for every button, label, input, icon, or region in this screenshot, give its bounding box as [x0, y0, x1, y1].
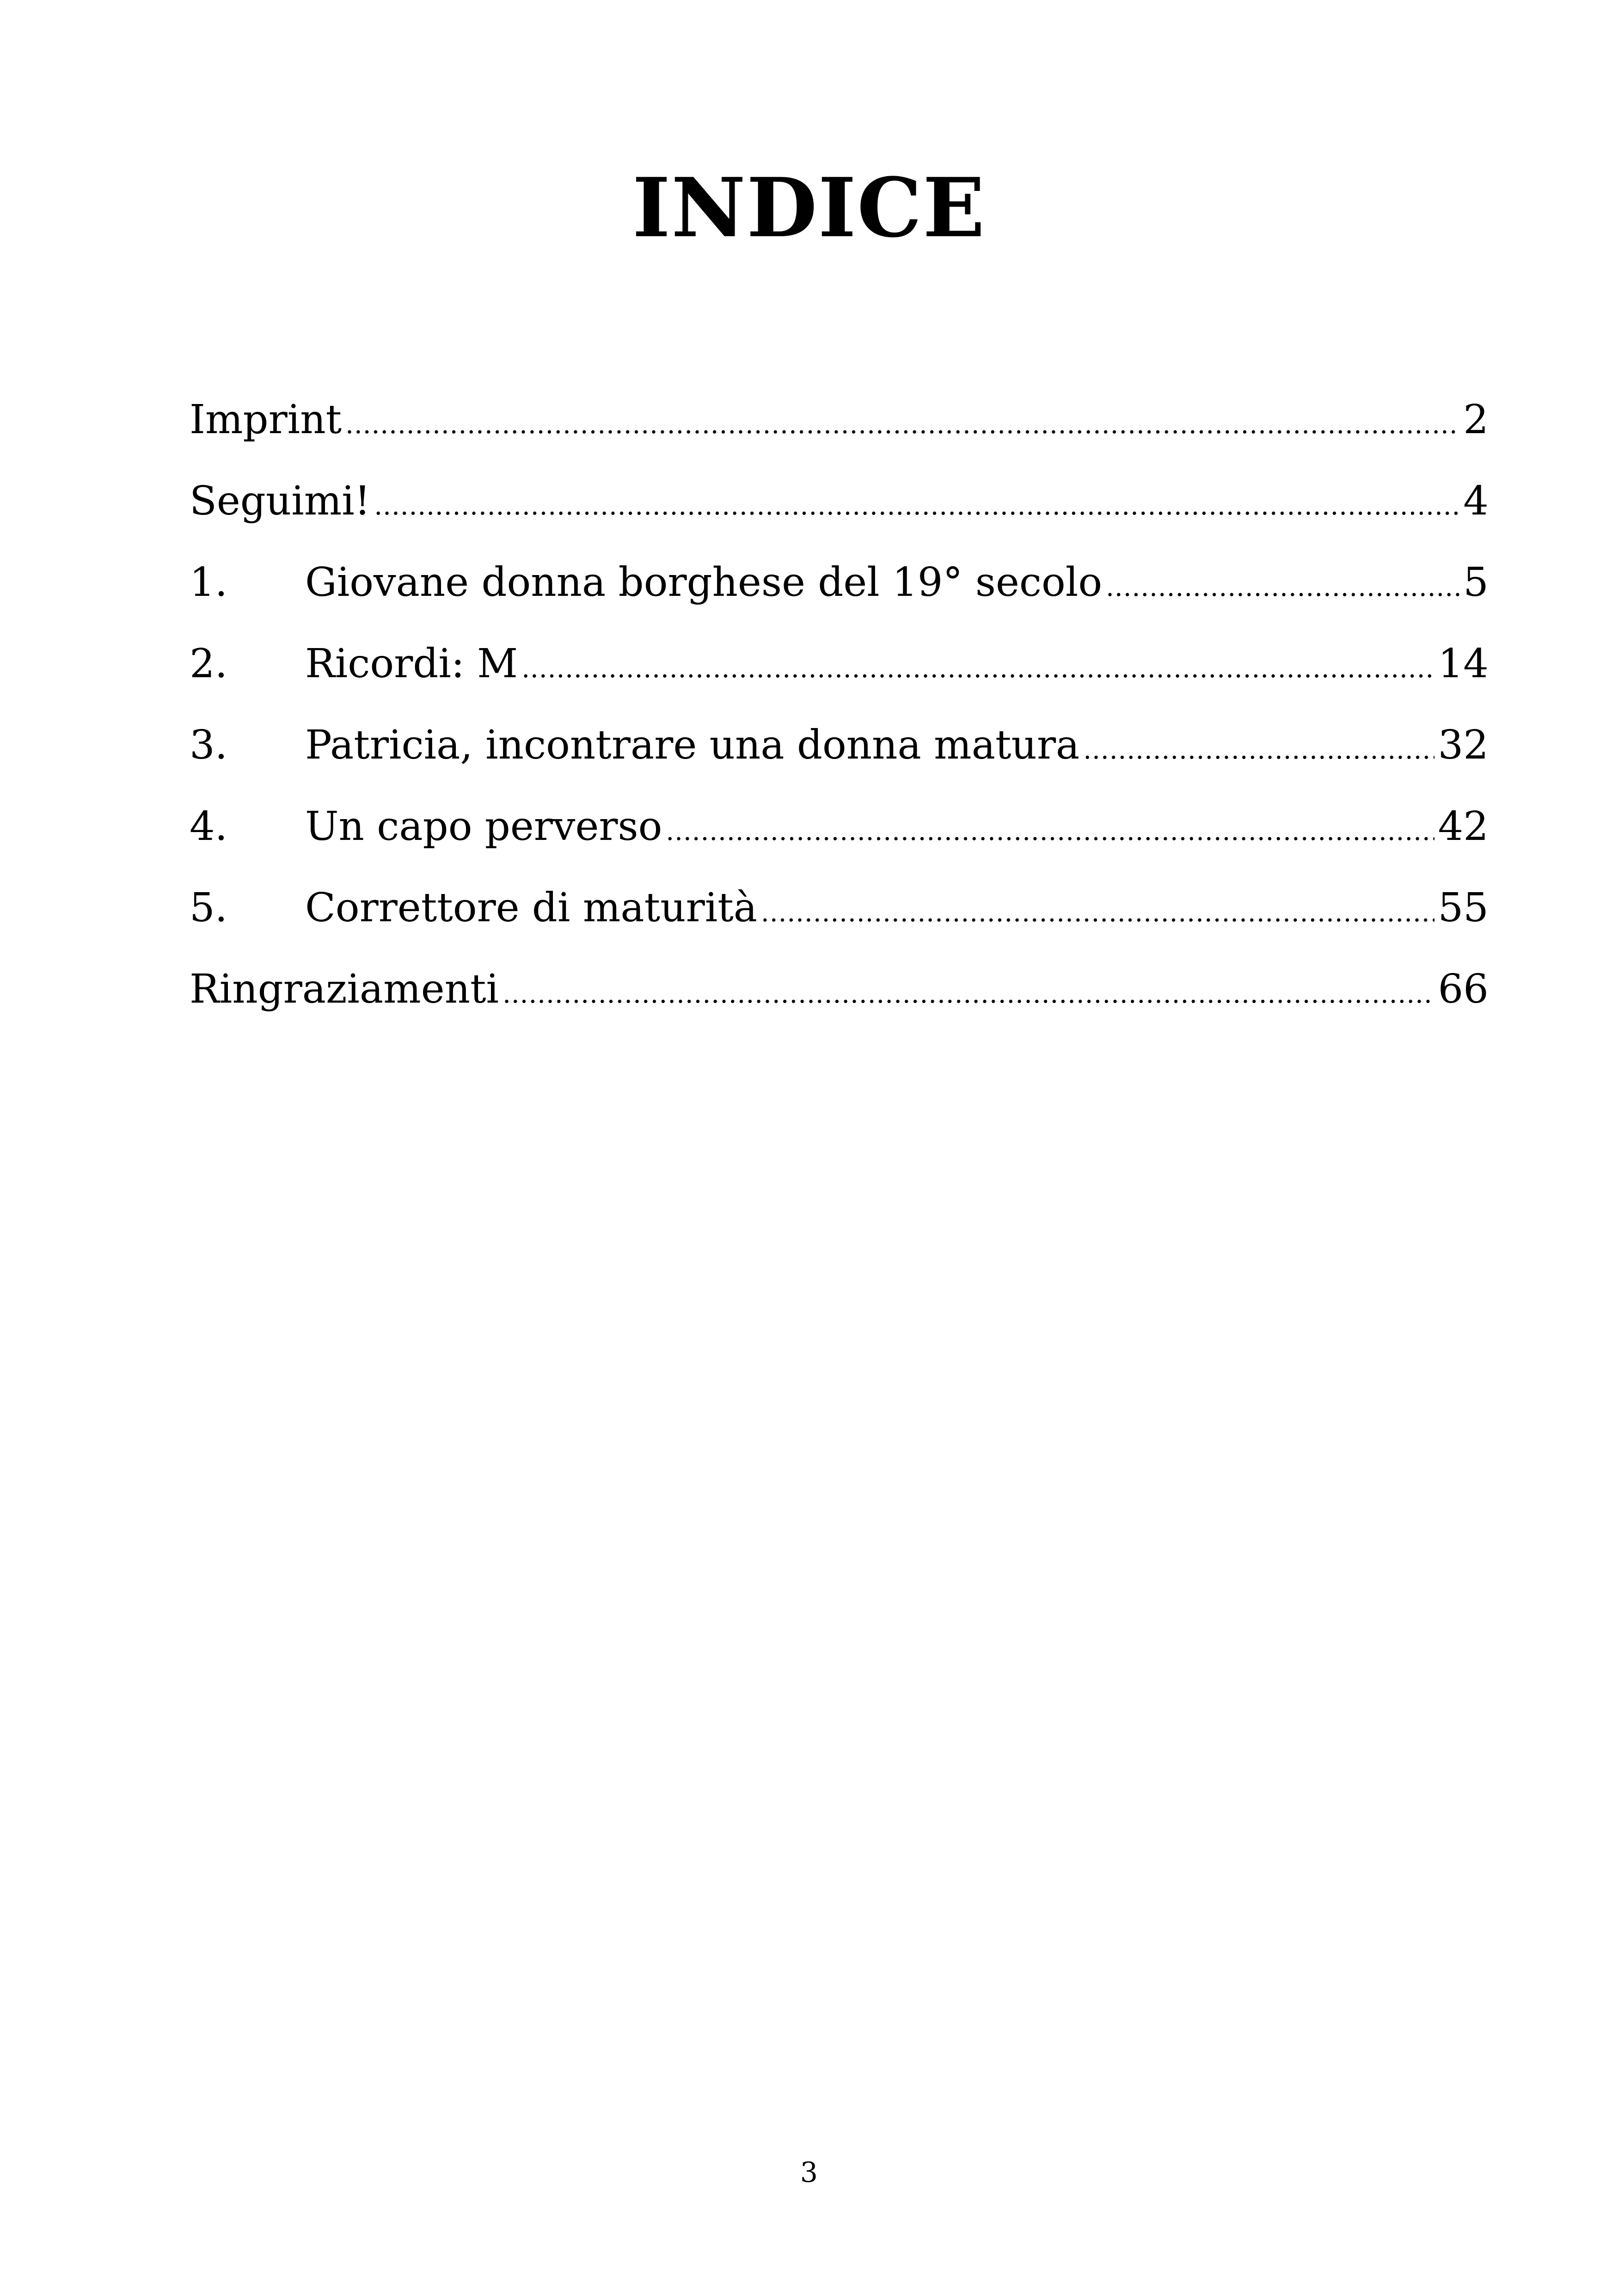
dot-leader	[503, 954, 1434, 1035]
dot-leader	[761, 872, 1434, 954]
toc-entry-number: 1.	[190, 559, 228, 606]
dot-leader	[374, 465, 1459, 547]
toc-entry-page: 14	[1438, 641, 1489, 687]
dot-leader	[345, 384, 1459, 465]
toc-entry-page: 4	[1463, 478, 1489, 524]
toc-entry-chapter-2[interactable]	[190, 623, 1489, 704]
toc-entry-page: 32	[1438, 722, 1489, 768]
dot-leader	[1083, 710, 1434, 791]
toc-entry-label: Un capo perverso	[305, 803, 662, 850]
toc-entry-label: Imprint	[190, 397, 342, 443]
toc-entry-label: Correttore di maturità	[305, 885, 758, 931]
toc-entry-label: Seguimi!	[190, 478, 371, 524]
table-of-contents	[190, 379, 1489, 1030]
toc-entry-label: Patricia, incontrare una donna matura	[305, 722, 1080, 768]
toc-entry-chapter-1[interactable]	[190, 542, 1489, 623]
toc-entry-seguimi[interactable]	[190, 460, 1489, 542]
toc-entry-imprint[interactable]	[190, 379, 1489, 460]
toc-entry-chapter-5[interactable]	[190, 867, 1489, 949]
toc-entry-label: Ringraziamenti	[190, 966, 499, 1012]
page-number: 3	[800, 2156, 818, 2189]
toc-entry-label: Giovane donna borghese del 19° secolo	[305, 559, 1103, 606]
toc-entry-page: 5	[1463, 559, 1489, 606]
toc-entry-page: 42	[1438, 803, 1489, 850]
dot-leader	[666, 791, 1434, 872]
dot-leader	[521, 628, 1434, 710]
toc-entry-page: 2	[1463, 397, 1489, 443]
toc-entry-chapter-4[interactable]	[190, 786, 1489, 867]
toc-entry-chapter-3[interactable]	[190, 704, 1489, 786]
toc-entry-ringraziamenti[interactable]	[190, 949, 1489, 1030]
toc-entry-number: 4.	[190, 803, 228, 850]
toc-entry-number: 2.	[190, 641, 228, 687]
toc-entry-label: Ricordi: M	[305, 641, 518, 687]
toc-entry-page: 66	[1438, 966, 1489, 1012]
toc-entry-number: 5.	[190, 885, 228, 931]
toc-entry-page: 55	[1438, 885, 1489, 931]
page-title: INDICE	[632, 160, 986, 256]
toc-entry-number: 3.	[190, 722, 228, 768]
dot-leader	[1106, 547, 1459, 628]
